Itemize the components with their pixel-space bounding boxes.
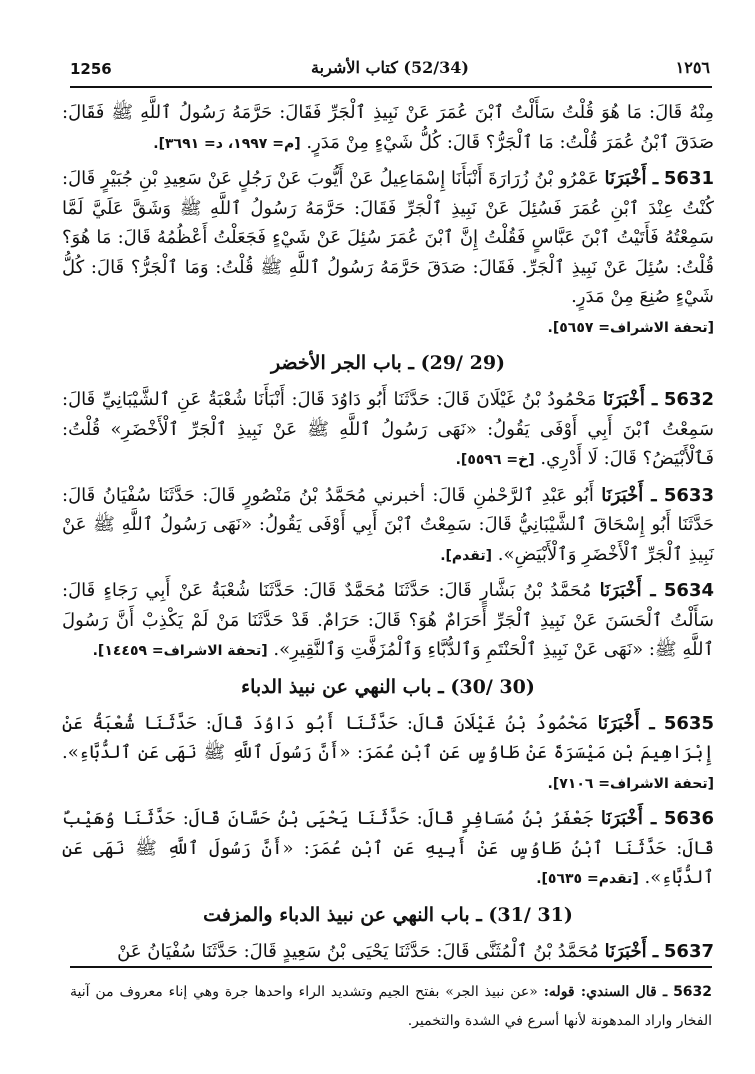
hadith-number: 5634	[663, 580, 714, 601]
hadith-text: مَحْمُودُ بْنُ غَيْلَانَ قَالَ: حَدَّثَنَا أَبُو دَاوُدَ قَالَ: حَدَّثَنَا شُعْبَةُ عَنْ إِبْرَاهِيمَ بْنِ مَيْسَرَةَ عَنْ طَاوُسٍ عَنِ ٱبْنِ عُمَرَ: «أَنَّ رَسُولَ ٱللَّهِ ﷺ نَهَى عَنِ ٱلدُّبَّاءِ».	[62, 712, 714, 763]
header-rule	[70, 86, 712, 88]
running-title: (52/34) كتاب الأشربة	[311, 58, 469, 77]
hadith-reference: [تقدم= ٥٦٣٥].	[536, 871, 639, 887]
hadith-lead: أَخْبَرَنَا	[604, 940, 647, 962]
footnote	[70, 978, 712, 1036]
hadith-lead: أَخْبَرَنَا	[602, 389, 645, 410]
hadith-lead: أَخْبَرَنَا	[604, 168, 647, 189]
hadith-reference: [تحفة الاشراف= ١٤٤٥٩].	[92, 643, 268, 659]
chapter-heading-30: (30 /30) ـ باب النهي عن نبيذ الدباء	[241, 675, 535, 698]
hadith-5635: 5635 ـ أَخْبَرَنَا مَحْمُودُ بْنُ غَيْلَانَ قَالَ: حَدَّثَنَا أَبُو دَاوُدَ قَالَ: حَدَّثَنَا شُعْبَةُ عَنْ إِبْرَاهِيمَ بْنِ مَيْسَرَةَ عَنْ طَاوُسٍ عَنِ ٱبْنِ عُمَرَ: «أَنَّ رَسُولَ ٱللَّهِ ﷺ نَهَى عَنِ ٱلدُّبَّاءِ». [تحفة الاشراف= ٧١٠٦].	[62, 712, 714, 792]
hadith-text: مُحَمَّدُ بْنُ ٱلْمُثَنَّى قَالَ: حَدَّثَنَا يَحْيَى بْنُ سَعِيدٍ قَالَ: حَدَّثَنَا سُفْيَانُ عَنْ	[117, 940, 599, 962]
hadith-5632: 5632 ـ أَخْبَرَنَا مَحْمُودُ بْنُ غَيْلَانَ قَالَ: حَدَّثَنَا أَبُو دَاوُدَ قَالَ: أَنْبَأَنَا شُعْبَةُ عَنِ ٱلشَّيْبَانِيِّ قَالَ: سَمِعْتُ ٱبْنَ أَبِي أَوْفَى يَقُولُ: «نَهَى رَسُولُ ٱللَّهِ ﷺ عَنْ نَبِيذِ ٱلْجَرِّ ٱلْأَخْضَرِ» قُلْتُ: فَٱلْأَبْيَضُ؟ قَالَ: لَا أَدْرِي. [خ= ٥٥٩٦].	[62, 389, 715, 469]
hadith-number: 5637	[663, 940, 714, 962]
hadith-lead: أَخْبَرَنَا	[597, 712, 640, 734]
footnote-text: «عن نبيذ الجر» بفتح الجيم وتشديد الراء واحدها جرة وهي إناء معروف من آنية الفخار واراد المدهونة لأنها أسرع في الشدة والتخمير.	[70, 984, 712, 1029]
hadith-text: أَبُو عَبْدِ ٱلرَّحْمٰنِ قَالَ: أخبرني مُحَمَّدُ بْنُ مَنْصُورٍ قَالَ: حَدَّثَنَا سُفْيَانُ قَالَ: حَدَّثَنَا أَبُو إِسْحَاقَ ٱلشَّيْبَانِيُّ قَالَ: سَمِعْتُ ٱبْنَ أَبِي أَوْفَى يَقُولُ: «نَهَى رَسُولُ ٱللَّهِ ﷺ عَنْ نَبِيذِ ٱلْجَرِّ ٱلْأَخْضَرِ وَٱلْأَبْيَضِ».	[62, 484, 714, 565]
hadith-reference: [خ= ٥٥٩٦].	[455, 452, 535, 468]
hadith-5633: 5633 ـ أَخْبَرَنَا أَبُو عَبْدِ ٱلرَّحْمٰنِ قَالَ: أخبرني مُحَمَّدُ بْنُ مَنْصُورٍ قَالَ: حَدَّثَنَا سُفْيَانُ قَالَ: حَدَّثَنَا أَبُو إِسْحَاقَ ٱلشَّيْبَانِيُّ قَالَ: سَمِعْتُ ٱبْنَ أَبِي أَوْفَى يَقُولُ: «نَهَى رَسُولُ ٱللَّهِ ﷺ عَنْ نَبِيذِ ٱلْجَرِّ ٱلْأَخْضَرِ وَٱلْأَبْيَضِ». [تقدم].	[62, 484, 714, 565]
hadith-text: مَحْمُودُ بْنُ غَيْلَانَ قَالَ: حَدَّثَنَا أَبُو دَاوُدَ قَالَ: أَنْبَأَنَا شُعْبَةُ عَنِ ٱلشَّيْبَانِيِّ قَالَ: سَمِعْتُ ٱبْنَ أَبِي أَوْفَى يَقُولُ: «نَهَى رَسُولُ ٱللَّهِ ﷺ عَنْ نَبِيذِ ٱلْجَرِّ ٱلْأَخْضَرِ» قُلْتُ: فَٱلْأَبْيَضُ؟ قَالَ: لَا أَدْرِي.	[62, 389, 714, 469]
hadith-number: 5636	[663, 808, 714, 829]
hadith-lead: أَخْبَرَنَا	[600, 808, 643, 829]
hadith-5636: 5636 ـ أَخْبَرَنَا جَعْفَرُ بْنُ مُسَافِرٍ قَالَ: حَدَّثَنَا يَحْيَى بْنُ حَسَّانَ قَالَ: حَدَّثَنَا وُهَيْبٌ قَالَ: حَدَّثَنَا ٱبْنُ طَاوُسٍ عَنْ أَبِيهِ عَنِ ٱبْنِ عُمَرَ: «أَنَّ رَسُولَ ٱللَّهِ ﷺ نَهَى عَنِ ٱلدُّبَّاءِ». [تقدم= ٥٦٣٥].	[62, 808, 714, 888]
footnote-lead: ـ قال السندي: قوله:	[543, 984, 668, 1000]
hadith-number: 5633	[663, 484, 714, 506]
hadith-reference: [تقدم].	[440, 547, 492, 564]
hadith-number: 5632	[663, 389, 715, 410]
chapter-heading-31: (31 /31) ـ باب النهي عن نبيذ الدباء والمزفت	[203, 903, 573, 926]
hadith-reference: [تحفة الاشراف= ٧١٠٦].	[547, 775, 714, 792]
page-number-arabic: ١٢٥٦	[675, 58, 710, 77]
hadith-text: جَعْفَرُ بْنُ مُسَافِرٍ قَالَ: حَدَّثَنَا يَحْيَى بْنُ حَسَّانَ قَالَ: حَدَّثَنَا وُهَيْبٌ قَالَ: حَدَّثَنَا ٱبْنُ طَاوُسٍ عَنْ أَبِيهِ عَنِ ٱبْنِ عُمَرَ: «أَنَّ رَسُولَ ٱللَّهِ ﷺ نَهَى عَنِ ٱلدُّبَّاءِ».	[62, 808, 714, 888]
main-text	[62, 98, 714, 971]
hadith-5634: 5634 ـ أَخْبَرَنَا مُحَمَّدُ بْنُ بَشَّارٍ قَالَ: حَدَّثَنَا مُحَمَّدٌ قَالَ: حَدَّثَنَا شُعْبَةُ عَنْ أَبِي رَجَاءٍ قَالَ: سَأَلْتُ ٱلْحَسَنَ عَنْ نَبِيذِ ٱلْجَرِّ أَحَرَامٌ هُوَ؟ قَالَ: حَرَامٌ. قَدْ حَدَّثَنَا مَنْ لَمْ يَكْذِبْ أَنَّ رَسُولَ ٱللَّهِ ﷺ: «نَهَى عَنْ نَبِيذِ ٱلْحَنْتَمِ وَٱلدُّبَّاءِ وَٱلْمُزَفَّتِ وَٱلنَّقِيرِ». [تحفة الاشراف= ١٤٤٥٩].	[62, 580, 714, 660]
hadith-5631: 5631 ـ أَخْبَرَنَا عَمْرُو بْنُ زُرَارَةَ أَنْبَأَنَا إِسْمَاعِيلُ عَنْ أَيُّوبَ عَنْ رَجُلٍ عَنْ سَعِيدِ بْنِ جُبَيْرٍ قَالَ: كُنْتُ عِنْدَ ٱبْنِ عُمَرَ فَسُئِلَ عَنْ نَبِيذِ ٱلْجَرِّ فَقَالَ: حَرَّمَهُ رَسُولُ ٱللَّهِ ﷺ وَشَقَّ عَلَيَّ لَمَّا سَمِعْتُهُ فَأَتَيْتُ ٱبْنَ عَبَّاسٍ فَقُلْتُ إِنَّ ٱبْنَ عُمَرَ سُئِلَ عَنْ شَيْءٍ فَجَعَلْتُ أَعْظُمُهُ قَالَ: مَا هُوَ؟ قُلْتُ: سُئِلَ عَنْ نَبِيذِ ٱلْجَرِّ. فَقَالَ: صَدَقَ حَرَّمَهُ رَسُولُ ٱللَّهِ ﷺ قُلْتُ: وَمَا ٱلْجَرُّ؟ قَالَ: كُلُّ شَيْءٍ صُنِعَ مِنْ مَدَرٍ. [تحفة الاشراف= ٥٦٥٧].	[62, 168, 714, 336]
page-header	[70, 56, 710, 84]
hadith-lead: أَخْبَرَنَا	[599, 580, 642, 601]
hadith-text: مُحَمَّدُ بْنُ بَشَّارٍ قَالَ: حَدَّثَنَا مُحَمَّدٌ قَالَ: حَدَّثَنَا شُعْبَةُ عَنْ أَبِي رَجَاءٍ قَالَ: سَأَلْتُ ٱلْحَسَنَ عَنْ نَبِيذِ ٱلْجَرِّ أَحَرَامٌ هُوَ؟ قَالَ: حَرَامٌ. قَدْ حَدَّثَنَا مَنْ لَمْ يَكْذِبْ أَنَّ رَسُولَ ٱللَّهِ ﷺ: «نَهَى عَنْ نَبِيذِ ٱلْحَنْتَمِ وَٱلدُّبَّاءِ وَٱلْمُزَفَّتِ وَٱلنَّقِيرِ».	[62, 580, 714, 660]
hadith-text: عَمْرُو بْنُ زُرَارَةَ أَنْبَأَنَا إِسْمَاعِيلُ عَنْ أَيُّوبَ عَنْ رَجُلٍ عَنْ سَعِيدِ بْنِ جُبَيْرٍ قَالَ: كُنْتُ عِنْدَ ٱبْنِ عُمَرَ فَسُئِلَ عَنْ نَبِيذِ ٱلْجَرِّ فَقَالَ: حَرَّمَهُ رَسُولُ ٱللَّهِ ﷺ وَشَقَّ عَلَيَّ لَمَّا سَمِعْتُهُ فَأَتَيْتُ ٱبْنَ عَبَّاسٍ فَقُلْتُ إِنَّ ٱبْنَ عُمَرَ سُئِلَ عَنْ شَيْءٍ فَجَعَلْتُ أَعْظُمُهُ قَالَ: مَا هُوَ؟ قُلْتُ: سُئِلَ عَنْ نَبِيذِ ٱلْجَرِّ. فَقَالَ: صَدَقَ حَرَّمَهُ رَسُولُ ٱللَّهِ ﷺ قُلْتُ: وَمَا ٱلْجَرُّ؟ قَالَ: كُلُّ شَيْءٍ صُنِعَ مِنْ مَدَرٍ.	[62, 168, 714, 307]
hadith-reference: [تحفة الاشراف= ٥٦٥٧].	[547, 319, 714, 336]
footnote-rule	[70, 966, 712, 968]
hadith-number: 5635	[663, 712, 714, 734]
hadith-continuation	[62, 98, 714, 159]
hadith-5637: 5637 ـ أَخْبَرَنَا مُحَمَّدُ بْنُ ٱلْمُثَنَّى قَالَ: حَدَّثَنَا يَحْيَى بْنُ سَعِيدٍ قَالَ: حَدَّثَنَا سُفْيَانُ عَنْ	[117, 940, 714, 962]
hadith-text: مِنْهُ قَالَ: مَا هُوَ قُلْتُ سَأَلْتُ ٱبْنَ عُمَرَ عَنْ نَبِيذِ ٱلْجَرِّ فَقَالَ: حَرَّمَهُ رَسُولُ ٱللَّهِ ﷺ فَقَالَ: صَدَقَ ٱبْنُ عُمَرَ قُلْتُ: مَا ٱلْجَرُّ؟ قَالَ: كُلُّ شَيْءٍ مِنْ مَدَرٍ.	[62, 102, 714, 153]
hadith-lead: أَخْبَرَنَا	[601, 484, 644, 506]
chapter-heading-29: (29 /29) ـ باب الجر الأخضر	[270, 352, 506, 374]
hadith-reference: [م= ١٩٩٧، د= ٣٦٩١].	[153, 135, 301, 152]
hadith-number: 5631	[663, 168, 714, 189]
page-number-latin: 1256	[70, 60, 112, 78]
footnote-number: 5632	[673, 984, 713, 1000]
